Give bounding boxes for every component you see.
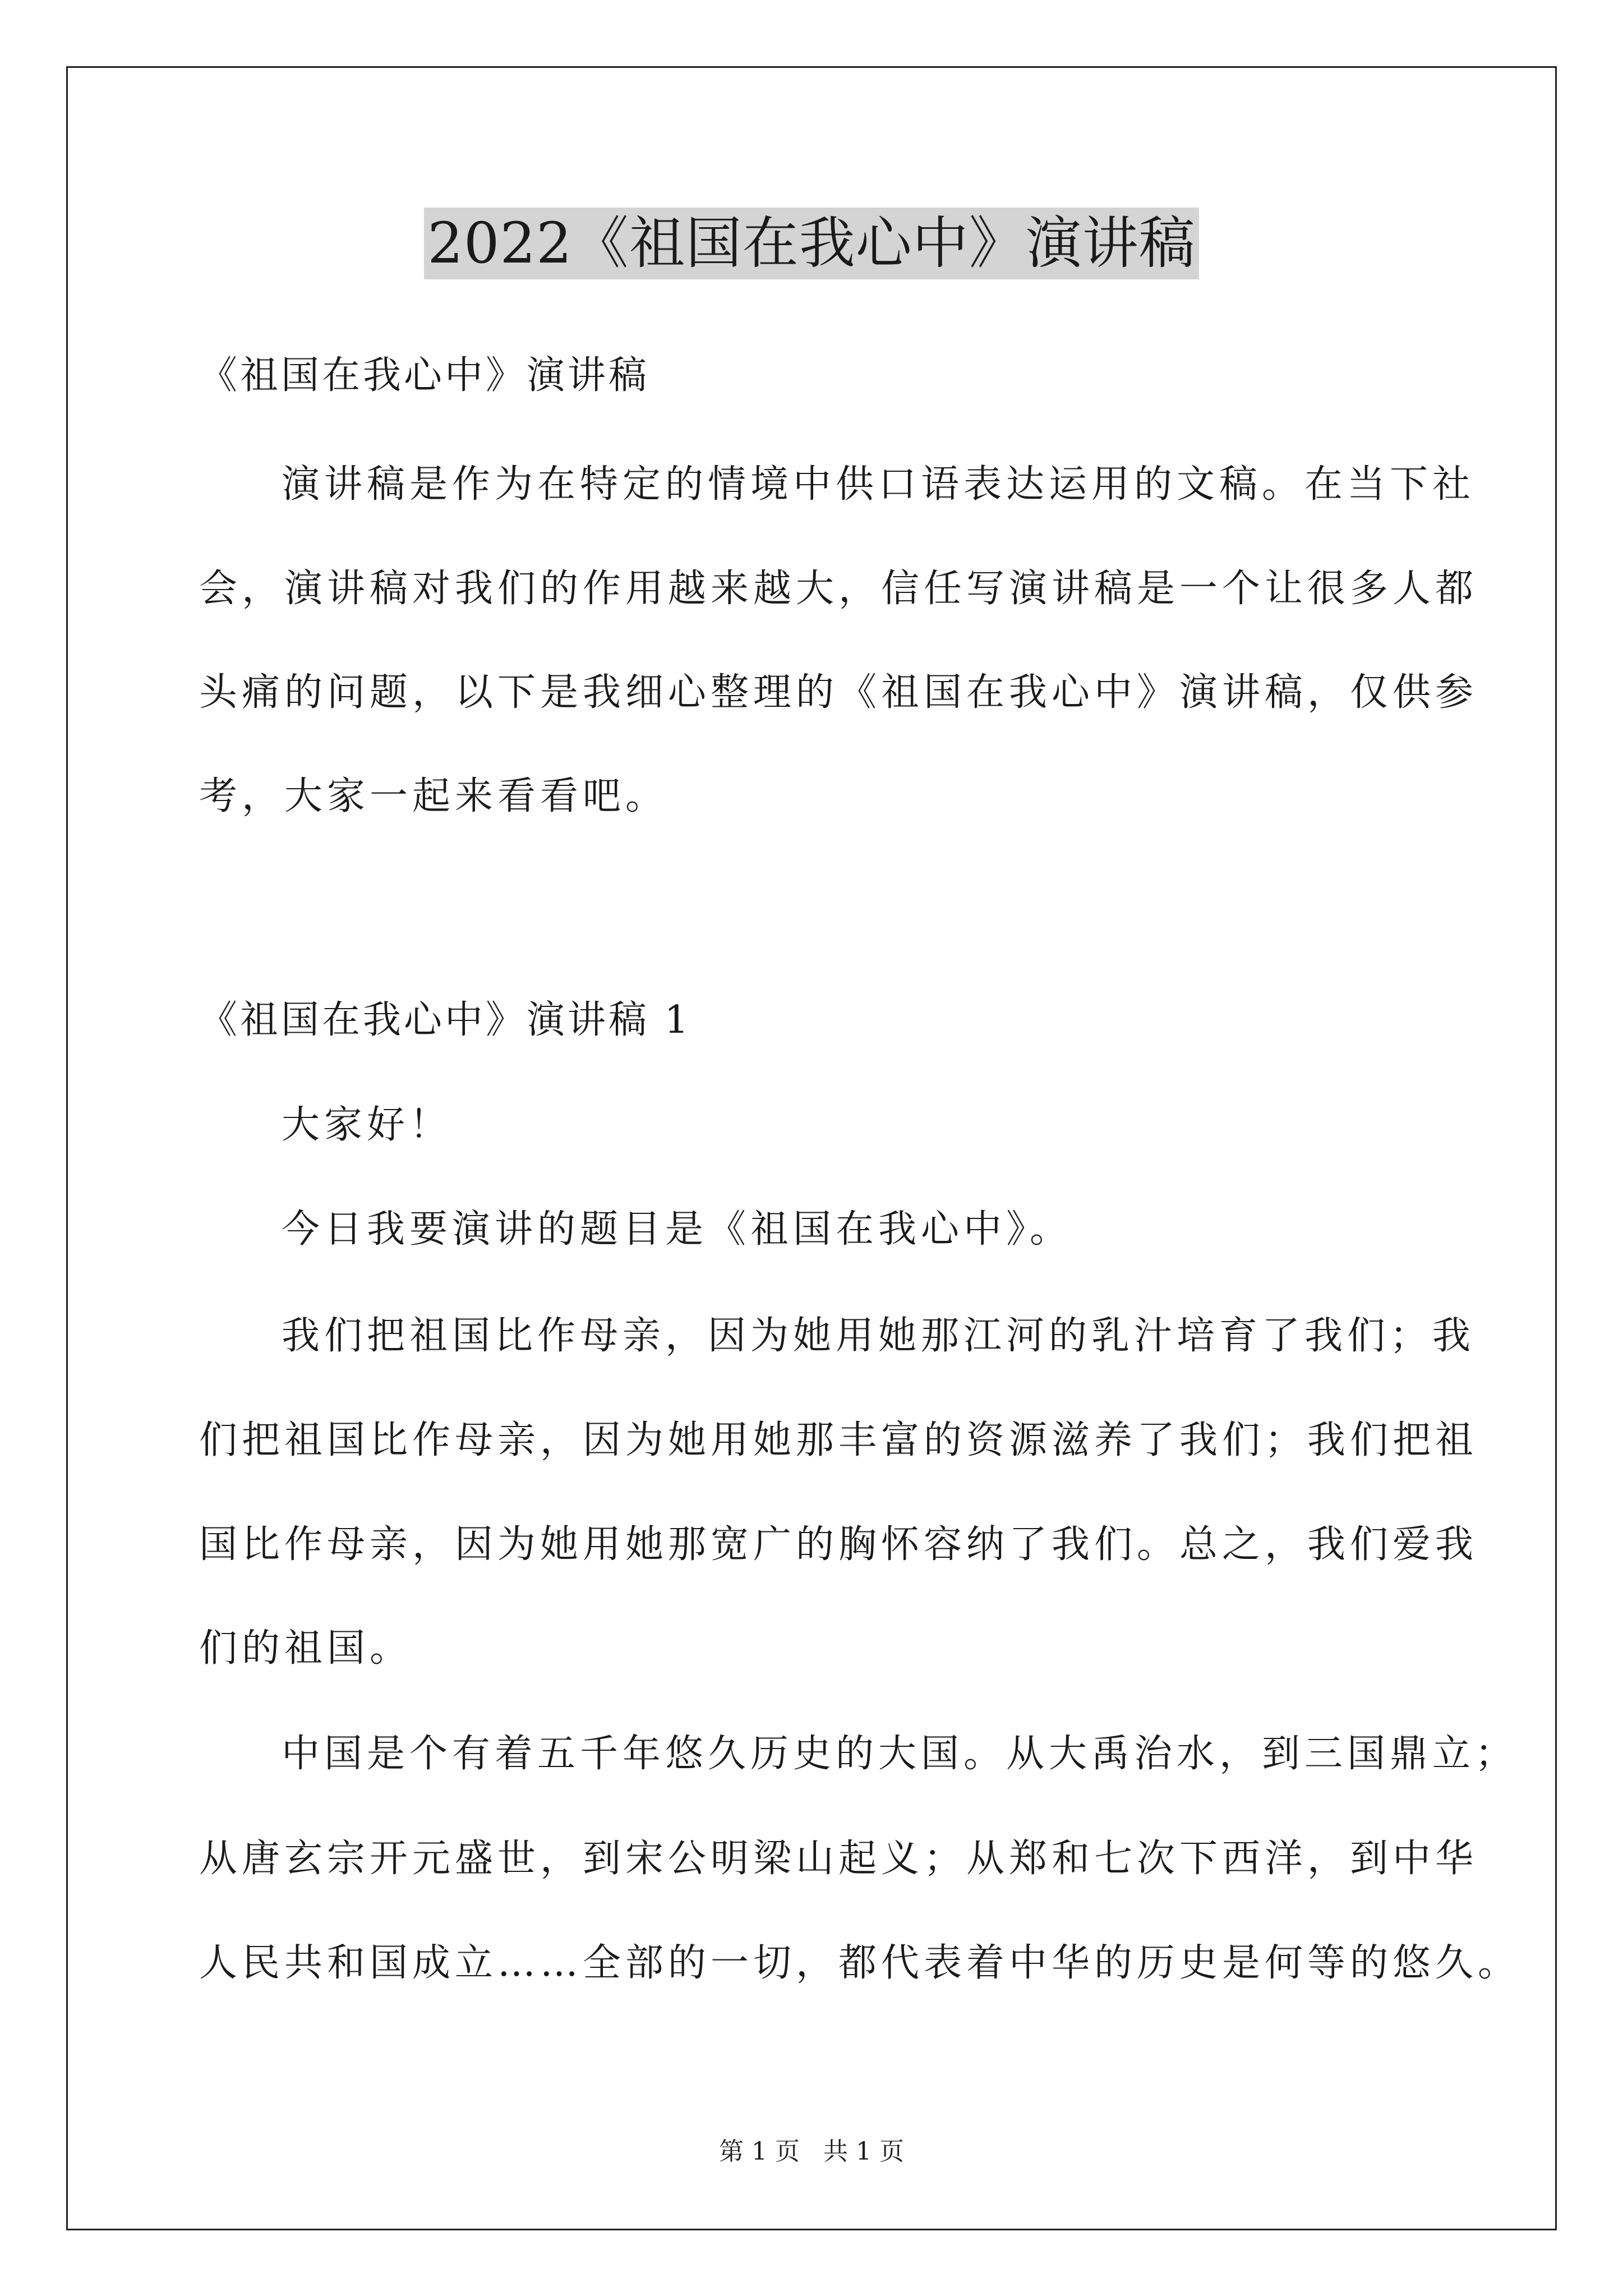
body-line: 今日我要演讲的题目是《祖国在我心中》。	[282, 1207, 1073, 1251]
subtitle: 《祖国在我心中》演讲稿	[199, 353, 650, 398]
body-line: 人民共和国成立……全部的一切，都代表着中华的历史是何等的悠久。	[199, 1941, 1521, 1985]
body-line: 们把祖国比作母亲，因为她用她那丰富的资源滋养了我们；我们把祖	[199, 1418, 1478, 1462]
intro-line: 头痛的问题，以下是我细心整理的《祖国在我心中》演讲稿，仅供参	[199, 670, 1478, 715]
body-line: 大家好！	[282, 1103, 453, 1147]
intro-line: 考，大家一起来看看吧。	[199, 774, 668, 818]
body-line: 国比作母亲，因为她用她那宽广的胸怀容纳了我们。总之，我们爱我	[199, 1522, 1478, 1567]
body-line: 们的祖国。	[199, 1626, 413, 1671]
title-container	[0, 208, 1623, 279]
intro-line: 演讲稿是作为在特定的情境中供口语表达运用的文稿。在当下社	[282, 462, 1476, 507]
body-line: 中国是个有着五千年悠久历史的大国。从大禹治水，到三国鼎立；	[282, 1732, 1518, 1776]
intro-line: 会，演讲稿对我们的作用越来越大，信任写演讲稿是一个让很多人都	[199, 567, 1478, 611]
section-heading: 《祖国在我心中》演讲稿 1	[199, 998, 691, 1042]
document-title: 2022《祖国在我心中》演讲稿	[424, 208, 1199, 279]
body-line: 我们把祖国比作母亲，因为她用她那江河的乳汁培育了我们；我	[282, 1314, 1476, 1358]
page-footer: 第 1 页 共 1 页	[719, 2137, 904, 2166]
body-line: 从唐玄宗开元盛世，到宋公明梁山起义；从郑和七次下西洋，到中华	[199, 1837, 1478, 1881]
